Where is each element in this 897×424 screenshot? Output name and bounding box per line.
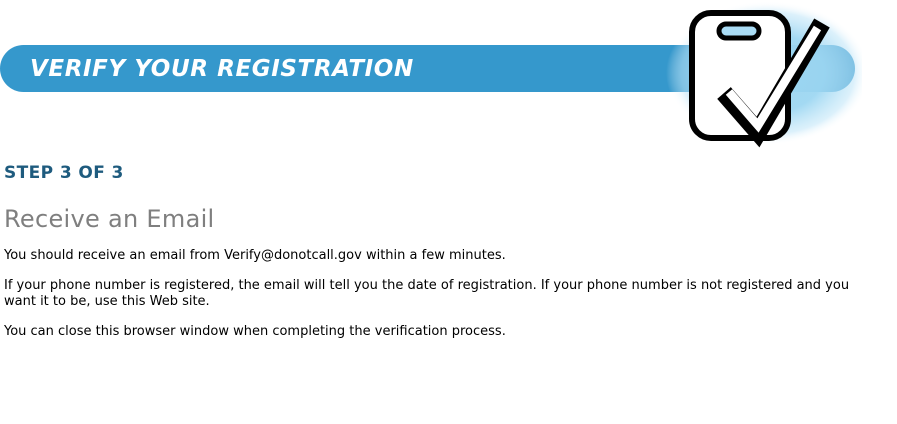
banner-title: VERIFY YOUR REGISTRATION [30, 55, 414, 82]
clipboard-check-icon [652, 0, 862, 152]
paragraph-close-window: You can close this browser window when completing the verification process. [4, 323, 506, 339]
page-title: Receive an Email [4, 205, 215, 233]
step-indicator: STEP 3 OF 3 [4, 163, 124, 183]
clipboard-slot [719, 24, 759, 38]
body-text [4, 248, 855, 339]
paragraph-registration-info: If your phone number is registered, the email will tell you the date of registration. If your phone number is not registered and you want it to be, use this Web site. [4, 278, 850, 309]
main-content [4, 163, 855, 354]
paragraph-email-notice: You should receive an email from Verify@donotcall.gov within a few minutes. [4, 248, 506, 263]
